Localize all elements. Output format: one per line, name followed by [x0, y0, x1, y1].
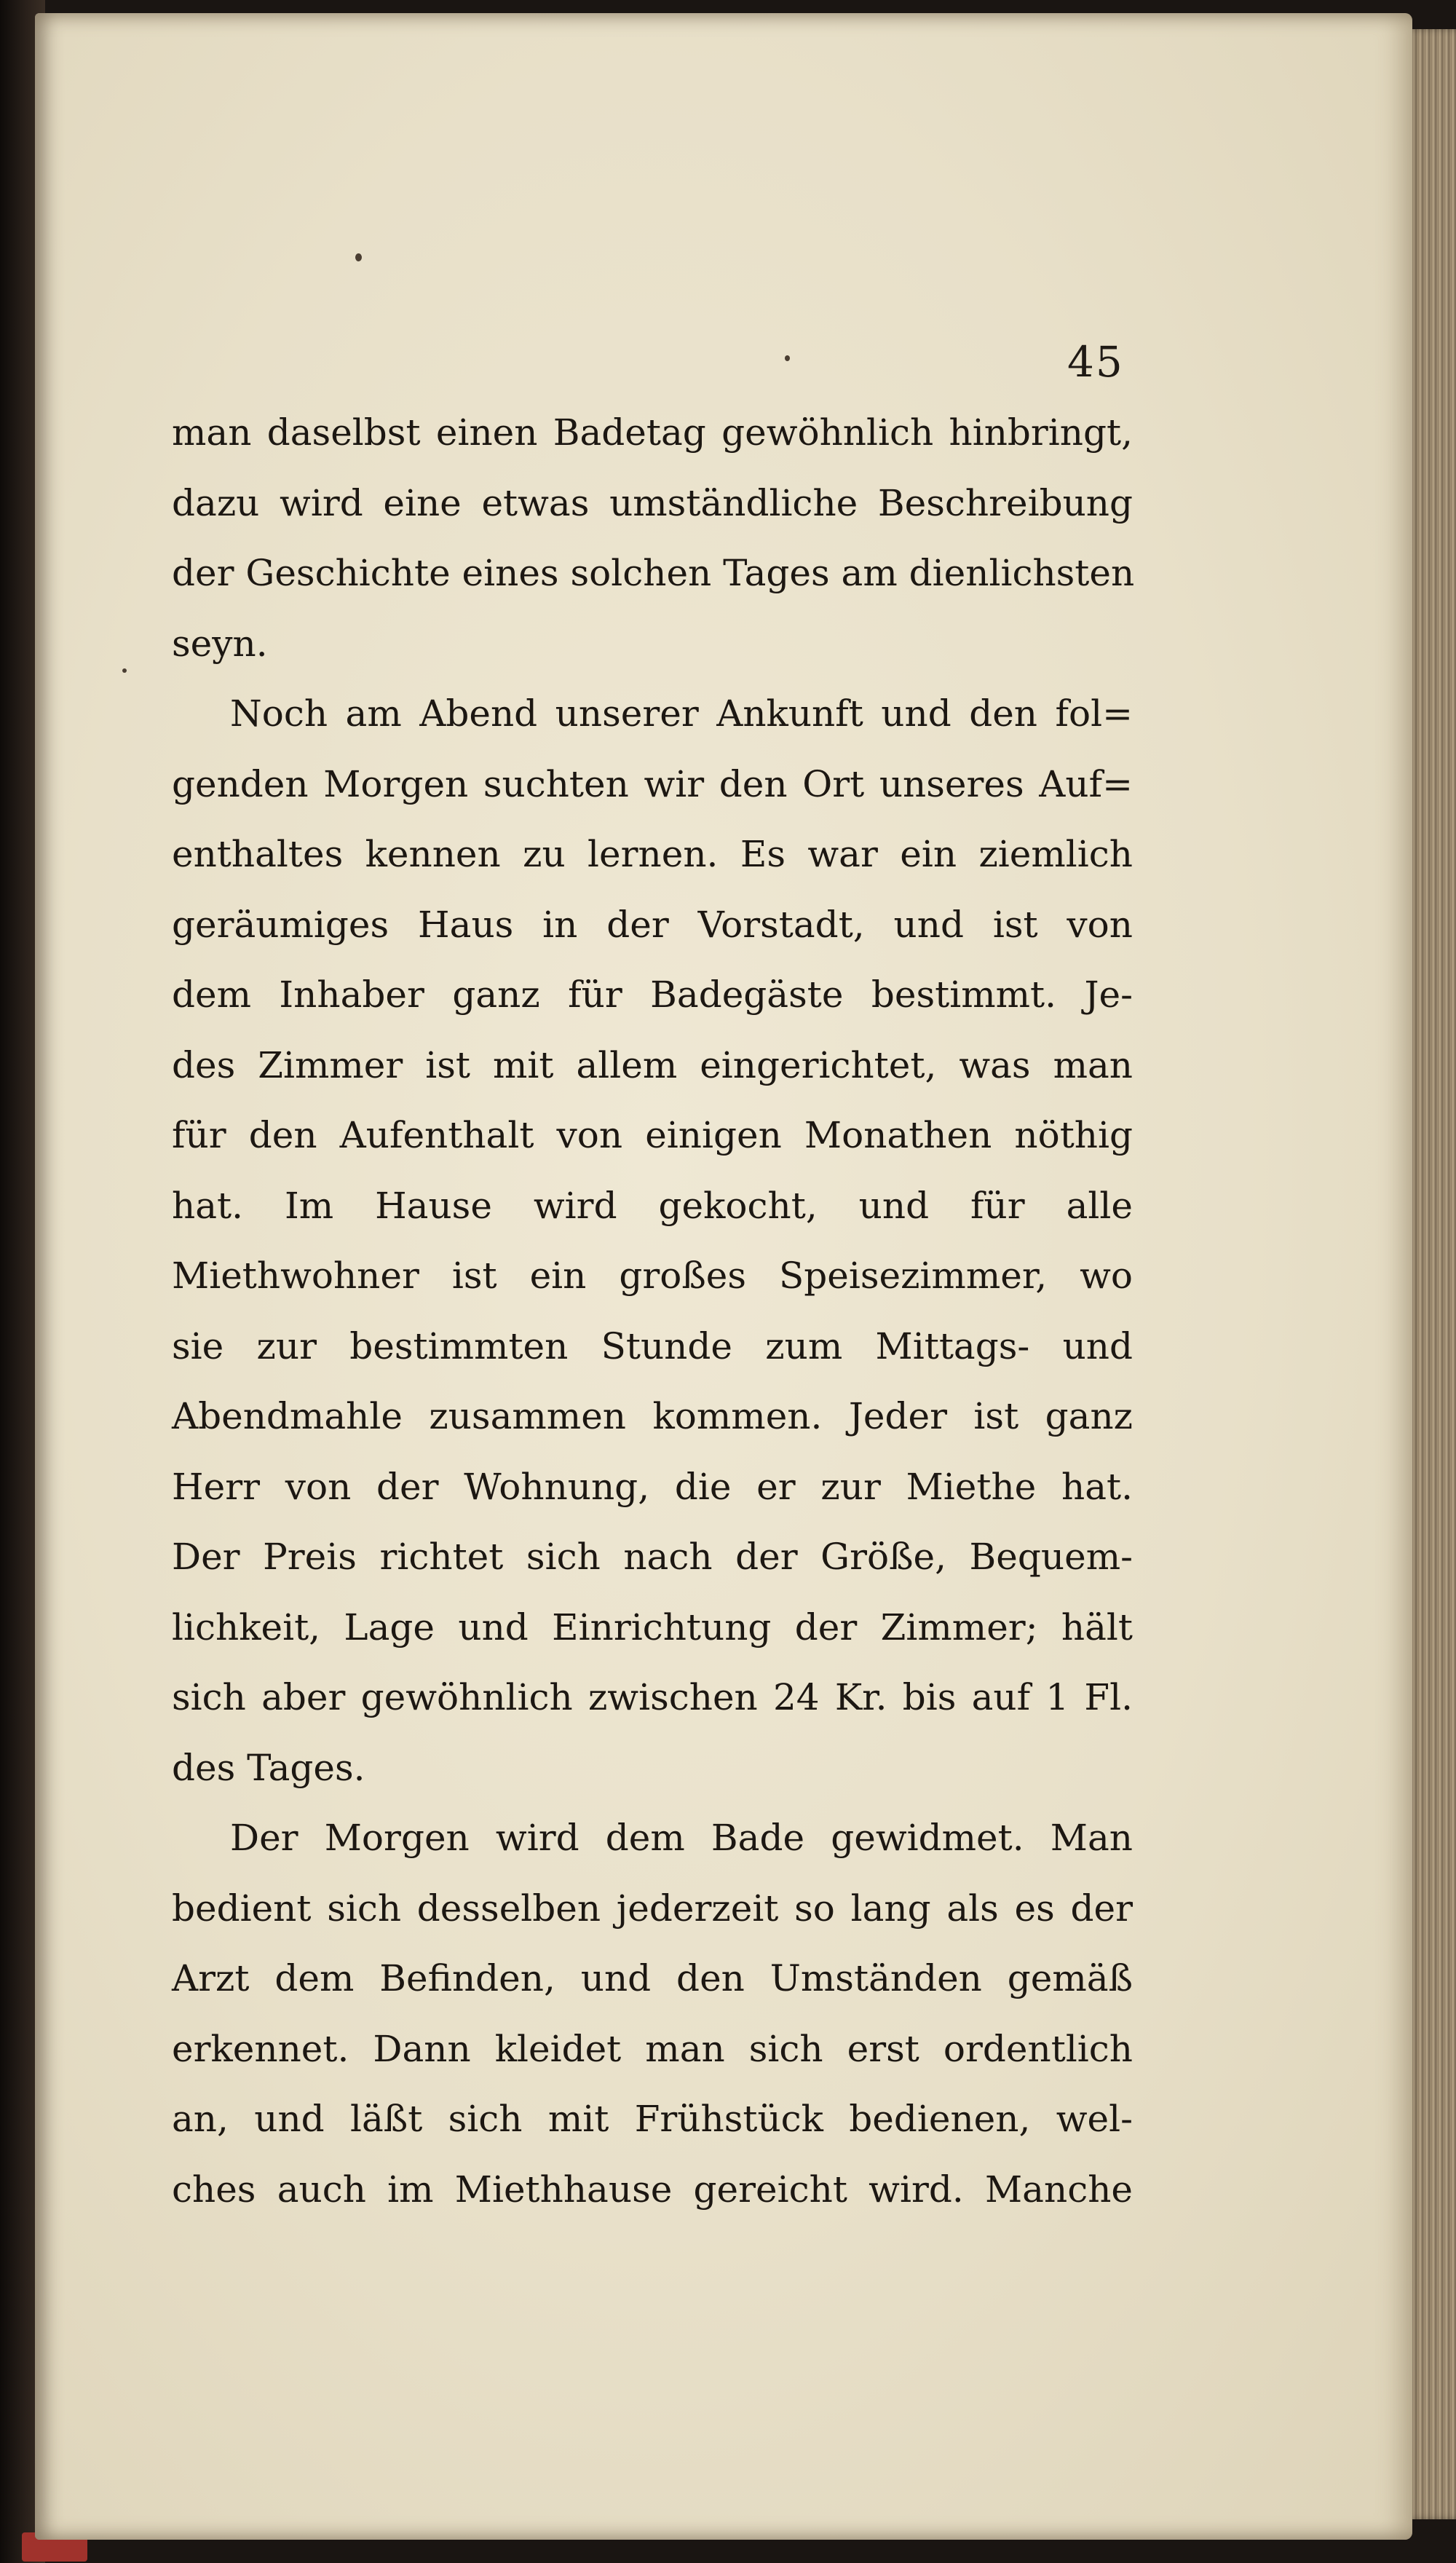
text-line: sie zur bestimmten Stunde zum Mittags- und — [172, 1324, 1133, 1367]
text-line: seyn. — [172, 622, 268, 665]
page-edges — [1405, 29, 1456, 2519]
body-text — [172, 398, 1133, 2224]
text-line: Arzt dem Befinden, und den Umständen gemäß — [172, 1957, 1133, 1999]
paragraph — [172, 398, 1133, 679]
text-line: geräumiges Haus in der Vorstadt, und ist von — [172, 903, 1133, 946]
text-line: des Tages. — [172, 1746, 365, 1789]
text-line: Der Morgen wird dem Bade gewidmet. Man — [230, 1817, 1133, 1859]
text-line: enthaltes kennen zu lernen. Es war ein ziemlich — [172, 833, 1133, 875]
text-line: Noch am Abend unserer Ankunft und den fol= — [230, 692, 1133, 735]
text-line: Miethwohner ist ein großes Speisezimmer, wo — [172, 1255, 1133, 1297]
text-line: dem Inhaber ganz für Badegäste bestimmt. Je- — [172, 974, 1133, 1016]
text-line: für den Aufenthalt von einigen Monathen nöthig — [172, 1114, 1133, 1156]
text-line: des Zimmer ist mit allem eingerichtet, was man — [172, 1043, 1133, 1086]
text-line: man daselbst einen Badetag gewöhnlich hinbringt, — [172, 411, 1133, 454]
text-line: ches auch im Miethhause gereicht wird. Manche — [172, 2168, 1133, 2211]
text-line: dazu wird eine etwas umständliche Beschreibung — [172, 481, 1133, 524]
ink-speck — [122, 668, 127, 673]
text-line: der Geschichte eines solchen Tages am dienlichsten — [172, 552, 1135, 594]
paragraph — [172, 1803, 1133, 2224]
text-line: erkennet. Dann kleidet man sich erst ordentlich — [172, 2027, 1133, 2070]
text-line: lichkeit, Lage und Einrichtung der Zimmer; hält — [172, 1606, 1133, 1648]
text-line: Der Preis richtet sich nach der Größe, Bequem- — [172, 1536, 1133, 1578]
ink-speck — [355, 253, 362, 261]
text-line: genden Morgen suchten wir den Ort unseres Auf= — [172, 762, 1133, 805]
text-line: sich aber gewöhnlich zwischen 24 Kr. bis auf 1 Fl. — [172, 1676, 1133, 1718]
text-line: Herr von der Wohnung, die er zur Miethe hat. — [172, 1465, 1133, 1508]
text-line: Abendmahle zusammen kommen. Jeder ist ganz — [172, 1395, 1133, 1437]
ink-speck — [785, 355, 790, 361]
text-line: hat. Im Hause wird gekocht, und für alle — [172, 1184, 1133, 1227]
book-page — [35, 13, 1412, 2540]
page-number: 45 — [1067, 337, 1124, 387]
paragraph — [172, 679, 1133, 1803]
text-line: an, und läßt sich mit Frühstück bedienen, wel- — [172, 2098, 1133, 2140]
text-line: bedient sich desselben jederzeit so lang als es der — [172, 1887, 1133, 1930]
